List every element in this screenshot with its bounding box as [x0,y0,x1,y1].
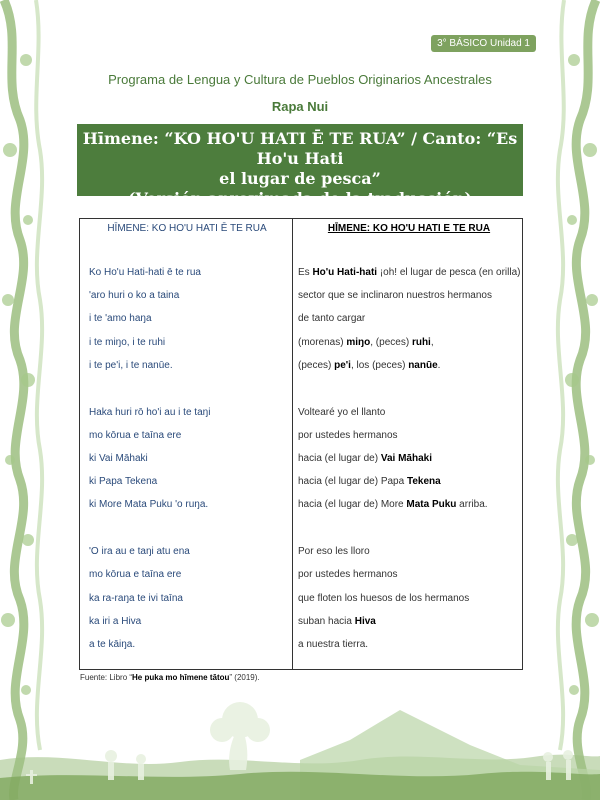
highlighted-term: Tekena [406,476,441,488]
spanish-lyric-line [298,267,520,278]
spanish-lyric-line [298,616,376,627]
grade-badge: 3° BÁSICO Unidad 1 [431,35,536,52]
lyric-text: arriba. [456,499,488,511]
lyric-text: (peces) [298,359,335,371]
song-title-line: Hīmene: “KO HO'U HATI Ē TE RUA” / Canto: “Es Ho'u Hati [82,129,518,168]
lyric-text: sector que se inclinaron nuestros hermanos [298,290,492,302]
spanish-lyric-line [298,569,398,580]
lyric-text: Voltearé yo el llanto [298,406,386,418]
lyric-text: suban hacia [298,615,355,627]
program-title: Programa de Lengua y Cultura de Pueblos Originarios Ancestrales [108,72,492,87]
lyric-text: , (peces) [370,336,412,348]
rapanui-lyric-line: a te kāiŋa. [89,639,136,650]
song-title-banner [77,124,523,208]
spanish-lyric-line [298,639,368,650]
lyric-text: Por eso les lloro [298,546,370,558]
highlighted-term: Hiva [354,615,376,627]
lyric-text: . [437,359,441,371]
highlighted-term: Ho'u Hati-hati [312,267,378,278]
spanish-lyric-line [298,430,398,441]
spanish-lyric-line [298,593,469,604]
spanish-lyric-line [298,453,432,464]
highlighted-term: ruhi [411,336,431,348]
rapanui-lyric-line: ki Vai Māhaki [89,453,148,464]
spanish-lyric-line [298,337,434,348]
lyric-text: hacia (el lugar de) [298,453,381,464]
highlighted-term: pe'i [334,359,351,371]
spanish-lyric-line [298,407,385,418]
language-subtitle: Rapa Nui [271,99,329,114]
landscape-illustration [0,670,600,800]
spanish-lyric-line [298,360,440,371]
rapanui-lyric-line: ki Papa Tekena [89,476,158,488]
rapanui-lyric-line: ka ra-raŋa te ivi taīna [89,592,183,604]
spanish-lyric-line [298,499,488,510]
rapanui-lyric-line: mo kōrua e taīna ere [89,429,182,441]
lyric-text: a nuestra tierra. [298,639,369,650]
rapanui-lyric-line: ki More Mata Puku 'o ruŋa. [89,499,209,511]
column-divider [292,219,293,669]
lyric-text: por ustedes hermanos [298,429,398,441]
song-title-line: (Versión aproximada de la traducción) [127,189,473,208]
highlighted-term: Mata Puku [406,499,457,511]
source-book-title: He puka mo hīmene tātou [132,673,230,682]
lyric-text: , los (peces) [350,359,409,371]
rapanui-lyric-line: Ko Ho'u Hati-hati ē te rua [89,267,201,278]
lyric-text: hacia (el lugar de) Papa [298,476,407,488]
lyric-text: (morenas) [298,336,347,348]
rapanui-lyric-line: 'aro huri o ko a taina [89,290,180,302]
lyric-text: que floten los huesos de los hermanos [298,592,470,604]
spanish-column-header: HĪMENE: KO HO'U HATI E TE RUA [327,223,491,234]
rapanui-lyric-line: Haka huri rō ho'i au i te taŋi [89,406,211,418]
rapanui-column-header: HĪMENE: KO HO'U HATI Ē TE RUA [107,223,267,234]
lyric-text: , [430,336,434,348]
spanish-lyric-line [298,476,441,487]
lyric-text: hacia (el lugar de) More [298,499,407,511]
highlighted-term: miŋo [346,336,371,348]
source-citation: Fuente: Libro “He puka mo hīmene tātou” (2019). [80,673,260,682]
lyrics-table [79,218,523,670]
highlighted-term: Vai Māhaki [380,453,432,464]
lyric-text: de tanto cargar [298,313,366,325]
spanish-lyric-line [298,290,492,301]
rapanui-lyric-line: 'O ira au e taŋi atu ena [89,546,190,558]
rapanui-lyric-line: i te pe'i, i te nanūe. [89,359,173,371]
spanish-lyric-line [298,313,365,324]
highlighted-term: nanūe [408,359,438,371]
song-title-line: el lugar de pesca” [219,169,381,188]
rapanui-lyric-line: ka iri a Hiva [89,615,142,627]
rapanui-lyric-line: i te miŋo, i te ruhi [89,336,166,348]
rapanui-lyric-line: i te 'amo haŋa [89,313,152,325]
rapanui-lyric-line: mo kōrua e taīna ere [89,569,182,581]
lyric-text: por ustedes hermanos [298,569,398,581]
lyric-text: Es [298,267,313,278]
spanish-lyric-line [298,546,370,557]
lyric-text: ¡oh! el lugar de pesca (en orilla) [377,267,521,278]
